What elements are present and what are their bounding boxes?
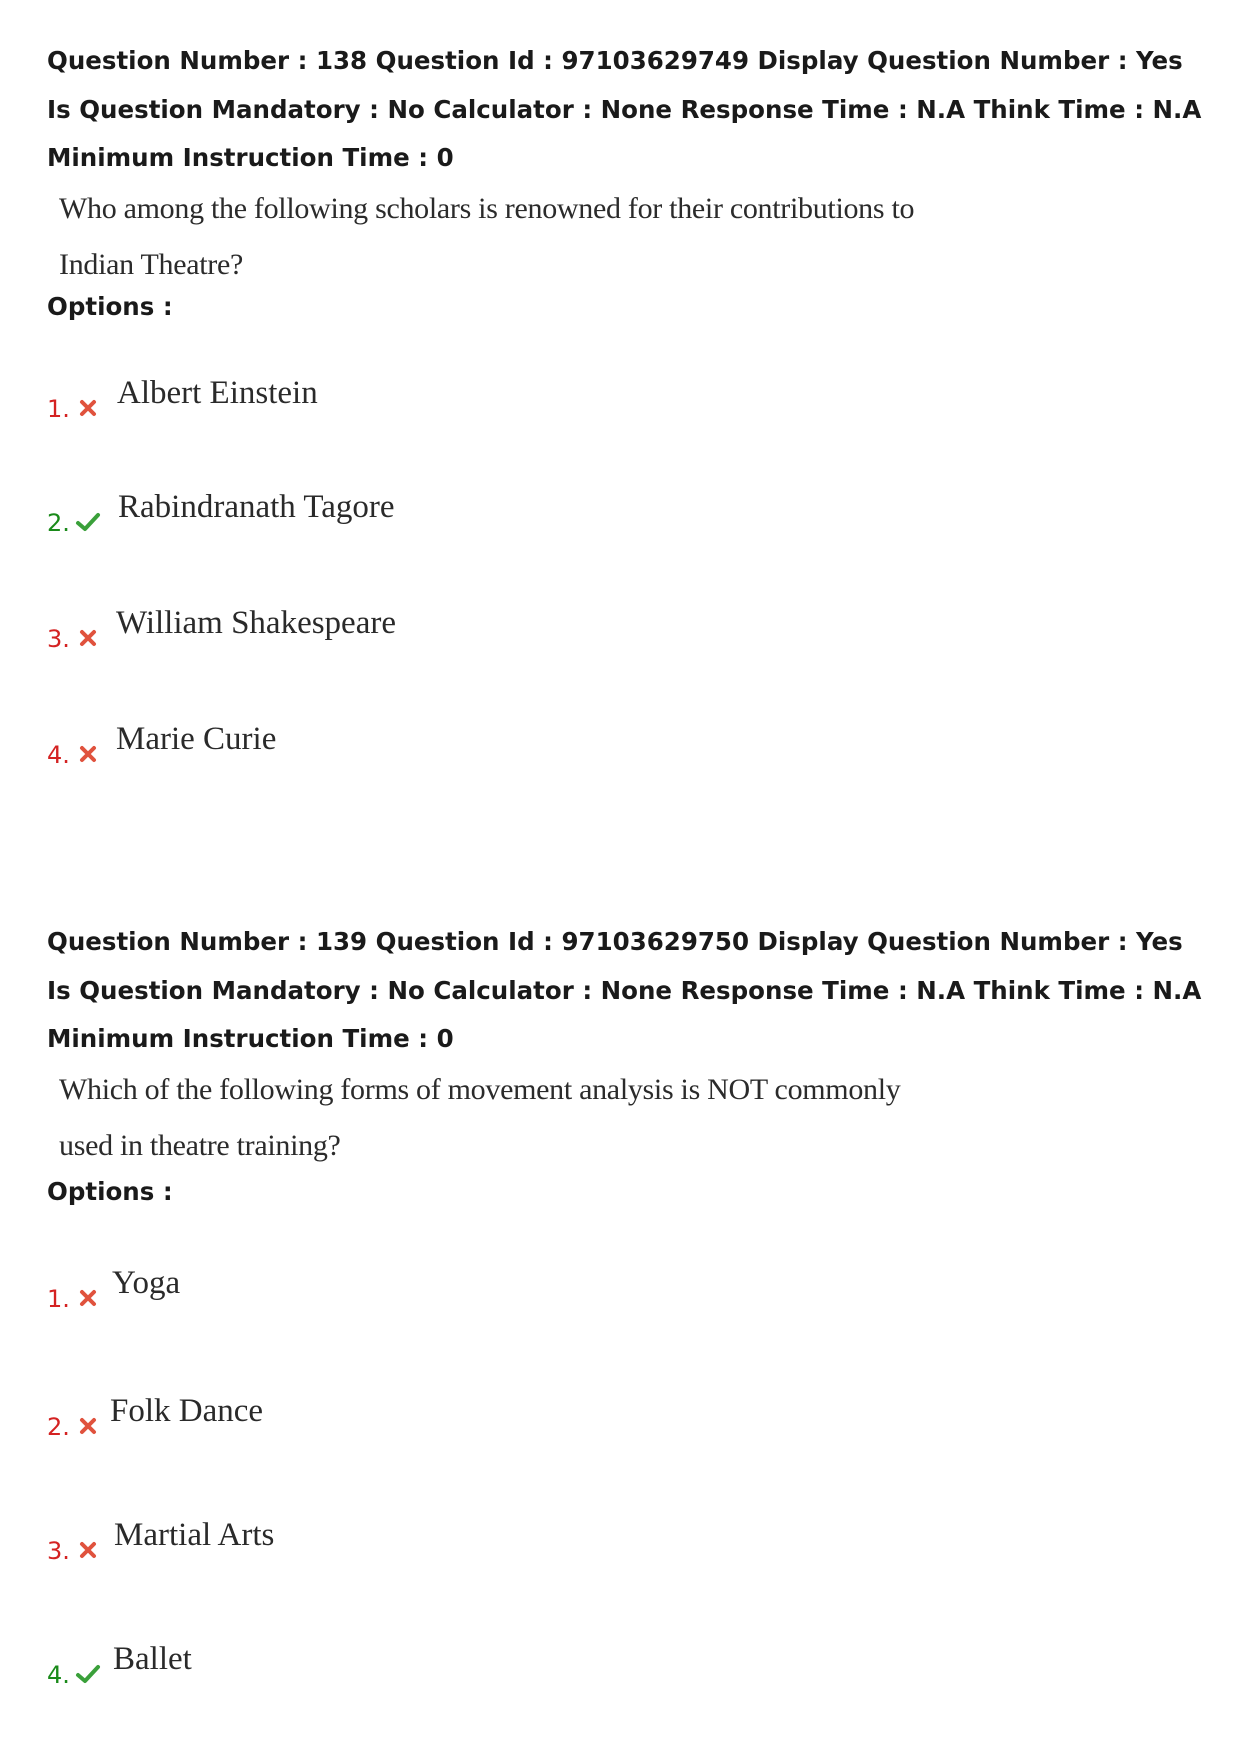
option-number: 3.	[47, 625, 70, 653]
question-block-138	[47, 37, 1207, 769]
question-text: Who among the following scholars is renowned for their contributions to Indian Theatre?	[59, 191, 915, 281]
option-2	[47, 477, 747, 537]
cross-icon	[77, 627, 99, 649]
option-2	[47, 1381, 747, 1441]
option-text: Rabindranath Tagore	[118, 489, 395, 525]
question-block-139	[47, 918, 1207, 1689]
option-4	[47, 709, 747, 769]
question-text: Which of the following forms of movement analysis is NOT commonly used in theatre training?	[59, 1072, 901, 1162]
option-number: 4.	[47, 1661, 70, 1689]
option-4	[47, 1629, 747, 1689]
option-text: Ballet	[113, 1641, 192, 1677]
option-text: Martial Arts	[114, 1517, 275, 1553]
option-number: 2.	[47, 509, 70, 537]
cross-icon	[77, 397, 99, 419]
option-number: 4.	[47, 741, 70, 769]
cross-icon	[77, 743, 99, 765]
option-text: Marie Curie	[116, 721, 277, 757]
option-1	[47, 1253, 747, 1313]
option-text: Yoga	[112, 1265, 181, 1301]
option-text: Folk Dance	[110, 1393, 264, 1429]
options-label: Options :	[47, 1176, 173, 1206]
option-text: Albert Einstein	[117, 375, 318, 411]
options-label: Options :	[47, 291, 173, 321]
option-text: William Shakespeare	[116, 605, 396, 641]
cross-icon	[77, 1287, 99, 1309]
option-number: 3.	[47, 1537, 70, 1565]
cross-icon	[77, 1415, 99, 1437]
option-1	[47, 363, 747, 423]
check-icon	[75, 511, 101, 533]
option-3	[47, 1505, 747, 1565]
question-meta: Question Number : 138 Question Id : 97103629749 Display Question Number : Yes Is Question Mandatory : No Calculator : None Response Time : N.A Think Time : N.A Minimum Instruction Time : 0	[47, 46, 1202, 172]
check-icon	[75, 1663, 101, 1685]
option-number: 1.	[47, 1285, 70, 1313]
option-3	[47, 593, 747, 653]
cross-icon	[77, 1539, 99, 1561]
question-meta: Question Number : 139 Question Id : 97103629750 Display Question Number : Yes Is Question Mandatory : No Calculator : None Response Time : N.A Think Time : N.A Minimum Instruction Time : 0	[47, 927, 1202, 1053]
option-number: 2.	[47, 1413, 70, 1441]
option-number: 1.	[47, 395, 70, 423]
